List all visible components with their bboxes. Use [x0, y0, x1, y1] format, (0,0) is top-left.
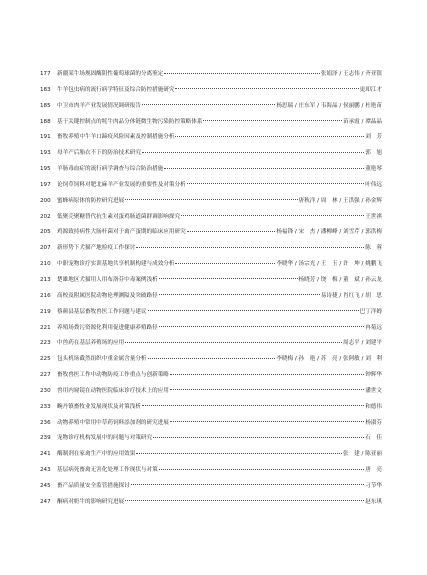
dot-leader: [125, 199, 297, 200]
toc-entry[interactable]: [40, 99, 382, 115]
toc-authors: 赵东琪: [365, 498, 382, 505]
dot-leader: [187, 231, 276, 232]
toc-entry[interactable]: [40, 400, 382, 416]
toc-title: 兽用内窥镜在动物医院临床诊疗技术上的应用: [57, 387, 169, 394]
toc-entry[interactable]: [40, 463, 382, 479]
dot-leader: [125, 500, 364, 501]
toc-entry[interactable]: [40, 431, 382, 447]
toc-page-number: 210: [40, 261, 51, 268]
toc-authors: 陈 蓉: [365, 245, 382, 252]
toc-authors: 董艳琴: [365, 166, 382, 173]
dot-leader: [159, 278, 298, 279]
toc-entry[interactable]: [40, 257, 382, 273]
table-of-contents: [40, 67, 382, 511]
toc-page-number: 193: [40, 150, 51, 157]
dot-leader: [164, 73, 319, 74]
dot-leader: [142, 152, 364, 153]
toc-authors: 周志平 / 刘建平: [342, 340, 382, 347]
dot-leader: [170, 421, 364, 422]
toc-authors: 石 佳: [365, 435, 382, 442]
dot-leader: [159, 326, 365, 327]
toc-authors: 冉菊远: [365, 324, 382, 331]
toc-entry[interactable]: [40, 130, 382, 146]
dot-leader: [153, 437, 364, 438]
toc-authors: 易诗捷 / 肖红飞 / 胡 思: [320, 292, 382, 299]
toc-page-number: 188: [40, 118, 51, 125]
toc-entry[interactable]: [40, 447, 382, 463]
dot-leader: [136, 453, 342, 454]
toc-page-number: 223: [40, 340, 51, 347]
toc-title: 母羊产后胎衣不下的防治技术研究: [57, 150, 141, 157]
toc-title: 酶制剂在家禽生产中的应用效果: [57, 451, 136, 458]
toc-page-number: 183: [40, 86, 51, 93]
toc-authors: 更却江才: [359, 86, 382, 93]
dot-leader: [148, 358, 276, 359]
toc-title: 牛羊包虫病的流行病学特征及综合防控措施研究: [57, 86, 175, 93]
toc-authors: 张娟泽 / 王志伟 / 齐亚银: [320, 71, 382, 77]
toc-title: 蔡颜县基层畜牧兽医工作问题与建议: [57, 308, 147, 315]
toc-entry[interactable]: [40, 241, 382, 257]
toc-title: 包头机场截然组织中重金属含量分析: [57, 356, 147, 363]
toc-title: 楚雄地区犬猫用人用布洛芬中毒案例浅析: [57, 276, 158, 283]
toc-authors: 和德伟: [365, 403, 382, 410]
toc-authors: 苗承霞 / 潭晶晶: [342, 118, 382, 125]
toc-authors: 张 建 / 陈亚丽: [342, 451, 382, 458]
toc-authors: 潘世文: [365, 387, 382, 394]
toc-page-number: 213: [40, 276, 51, 283]
toc-title: 低聚壳聚糖替代抗生素对蛋鸡肠道菌群调影响探究: [57, 213, 181, 220]
toc-page-number: 202: [40, 213, 51, 220]
toc-authors: 郭 旭: [365, 150, 382, 157]
toc-authors: 杨淑芬: [365, 419, 382, 426]
toc-page-number: 191: [40, 134, 51, 141]
toc-title: 畜产品质量安全监管措施探讨: [57, 482, 130, 489]
dot-leader: [159, 469, 365, 470]
toc-page-number: 241: [40, 451, 51, 458]
toc-entry[interactable]: [40, 336, 382, 352]
toc-entry[interactable]: [40, 210, 382, 226]
toc-page-number: 197: [40, 181, 51, 188]
toc-page-number: 185: [40, 102, 51, 109]
toc-title: 酮病对奶牛的影响研究进展: [57, 498, 125, 505]
toc-authors: 王世祺: [365, 213, 382, 220]
toc-entry[interactable]: [40, 194, 382, 210]
toc-entry[interactable]: [40, 178, 382, 194]
toc-page-number: 200: [40, 197, 51, 204]
toc-authors: 杨晓芳 / 饶 梅 / 董 斌 / 孙云龙: [298, 276, 382, 283]
toc-page-number: 219: [40, 308, 51, 315]
toc-entry[interactable]: [40, 273, 382, 289]
toc-authors: 李晓华 / 汤宗光 / 王 玉 / 许 坤 / 姚鹏飞: [276, 261, 382, 268]
toc-title: 鸡源致持病性大肠杆菌对于禽产蛋期的临床应用研究: [57, 229, 186, 236]
toc-page-number: 227: [40, 372, 51, 379]
toc-entry[interactable]: [40, 479, 382, 495]
toc-authors: 李晓梅 / 孙 艳 / 苏 亮 / 张阿敏 / 刘 利: [276, 356, 382, 363]
dot-leader: [142, 104, 275, 105]
dot-leader: [136, 247, 364, 248]
toc-title: 基层病死畜禽无害化处理工作现状与对策: [57, 467, 158, 474]
toc-title: 羊肠毒血症的流行病学调查与综合防治措施: [57, 166, 164, 173]
toc-authors: 叶伟远: [365, 181, 382, 188]
toc-entry[interactable]: [40, 368, 382, 384]
toc-page-number: 207: [40, 245, 51, 252]
toc-page-number: 236: [40, 419, 51, 426]
dot-leader: [203, 120, 342, 121]
toc-title: 新疆某牛场规固酶阴性葡萄球菌的分离鉴定: [57, 71, 164, 77]
toc-authors: 杨福锋 / 宋 杰 / 潘柳峰 / 刘雪芹 / 郭洪梅: [276, 229, 382, 236]
toc-authors: 唐秋洋 / 周 林 / 王洪强 / 孙金辉: [298, 197, 382, 204]
toc-authors: 巴丁洋姆: [359, 308, 382, 315]
toc-title: 畹丹镇畜牧业发展现状及对策浅析: [57, 403, 141, 410]
toc-authors: 钟辉华: [365, 372, 382, 379]
toc-title: 畜牧兽医工作中动物防疫工作重点与创新策略: [57, 372, 169, 379]
dot-leader: [175, 136, 364, 137]
toc-authors: 杨思瑞 / 庄东军 / 韦海晶 / 侯丽鹏 / 杜艳苗: [276, 102, 382, 109]
toc-page-number: 221: [40, 324, 51, 331]
toc-entry[interactable]: [40, 115, 382, 131]
toc-page-number: 195: [40, 166, 51, 173]
dot-leader: [187, 183, 365, 184]
dot-leader: [175, 88, 358, 89]
dot-leader: [142, 405, 364, 406]
toc-entry[interactable]: [40, 83, 382, 99]
toc-title: 蜜蜂病原体的防控研究进展: [57, 197, 125, 204]
toc-page-number: 243: [40, 467, 51, 474]
toc-authors: 刁节华: [365, 482, 382, 489]
toc-page-number: 205: [40, 229, 51, 236]
toc-page-number: 239: [40, 435, 51, 442]
dot-leader: [170, 389, 364, 390]
toc-entry[interactable]: [40, 225, 382, 241]
toc-page-number: 216: [40, 292, 51, 299]
toc-title: 动物养殖中常用中草药饲料添加剂的研究进展: [57, 419, 169, 426]
toc-page-number: 177: [40, 71, 51, 77]
toc-page-number: 245: [40, 482, 51, 489]
toc-title: 论饲草饲料对肥北麻羊产业发展的重要性及对策分析: [57, 181, 186, 188]
toc-title: 新形势下犬猫产地检疫工作探讨: [57, 245, 136, 252]
toc-entry[interactable]: [40, 384, 382, 400]
toc-title: 中卫市肉羊产业发展情况调研报告: [57, 102, 141, 109]
toc-entry[interactable]: [40, 305, 382, 321]
dot-leader: [181, 215, 364, 216]
toc-page-number: 247: [40, 498, 51, 505]
dot-leader: [125, 342, 342, 343]
toc-page-number: 230: [40, 387, 51, 394]
dot-leader: [164, 168, 364, 169]
toc-entry[interactable]: [40, 416, 382, 432]
toc-title: 高校及附属医院动物伦理测隘及突破路径: [57, 292, 158, 299]
dot-leader: [148, 310, 359, 311]
toc-authors: 唐 亮: [365, 467, 382, 474]
toc-title: 畜牧养殖中牛羊口蹄疫风险因素及控制措施分析: [57, 134, 175, 141]
toc-authors: 刘 芳: [365, 134, 382, 141]
toc-entry[interactable]: [40, 321, 382, 337]
toc-title: 养殖场粪污资源化利用促进健康养殖路径: [57, 324, 158, 331]
toc-title: 基于关键控制点的牦牛肉品分体链微生物污染防控策略体系: [57, 118, 203, 125]
toc-entry[interactable]: [40, 495, 382, 511]
dot-leader: [170, 374, 364, 375]
toc-entry[interactable]: [40, 289, 382, 305]
toc-entry[interactable]: [40, 146, 382, 162]
dot-leader: [131, 484, 364, 485]
toc-page-number: 225: [40, 356, 51, 363]
toc-title: 宠物诊疗机构发展中的问题与对策研究: [57, 435, 153, 442]
toc-entry[interactable]: [40, 352, 382, 368]
toc-page-number: 233: [40, 403, 51, 410]
dot-leader: [175, 263, 275, 264]
toc-title: 中职宠物诊疗实训基地共享机制构建与成效分析: [57, 261, 175, 268]
dot-leader: [159, 294, 320, 295]
toc-entry[interactable]: [40, 67, 382, 83]
toc-title: 中兽药在基层养殖场的应用: [57, 340, 125, 347]
toc-entry[interactable]: [40, 162, 382, 178]
